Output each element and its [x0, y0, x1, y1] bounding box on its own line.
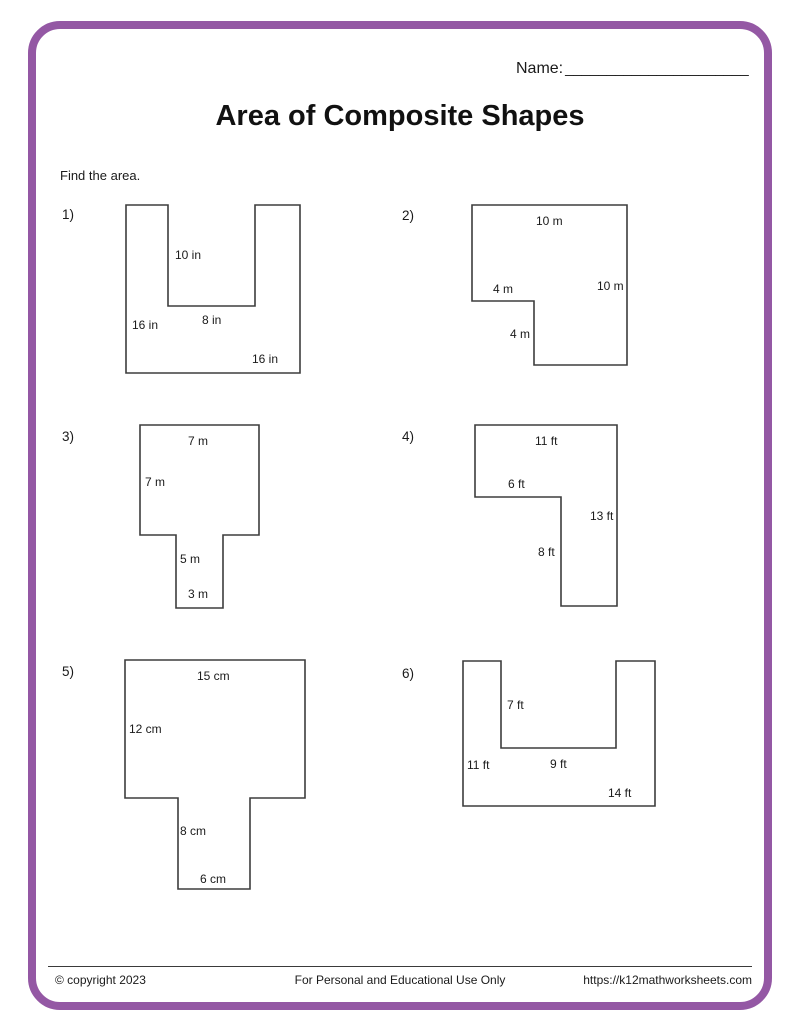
page-title: Area of Composite Shapes [215, 100, 585, 132]
dimension-label: 4 m [493, 282, 514, 296]
composite-shape-figure-4 [475, 425, 617, 606]
composite-shape-figure-6 [463, 661, 655, 806]
name-blank-line: ______________________ [565, 60, 749, 77]
footer-url[interactable]: https://k12mathworksheets.com [583, 973, 752, 987]
dimension-label: 16 in [132, 318, 159, 332]
dimension-label: 6 cm [200, 872, 227, 886]
dimension-label: 10 m [536, 214, 563, 228]
problem-number: 5) [62, 664, 75, 679]
dimension-label: 9 ft [550, 757, 567, 771]
dimension-label: 7 ft [507, 698, 524, 712]
dimension-label: 15 cm [197, 669, 230, 683]
shape-outline [125, 660, 305, 889]
name-label: Name: [516, 60, 564, 77]
dimension-label: 10 m [597, 279, 624, 293]
dimension-label: 7 m [145, 475, 166, 489]
dimension-label: 4 m [510, 327, 531, 341]
dimension-label: 14 ft [608, 786, 632, 800]
composite-shape-figure-1 [126, 205, 300, 373]
composite-shape-figure-5 [125, 660, 305, 889]
dimension-label: 3 m [188, 587, 209, 601]
instruction-text: Find the area. [60, 168, 141, 183]
problem-number: 3) [62, 429, 75, 444]
problem-number: 4) [402, 429, 415, 444]
dimension-label: 6 ft [508, 477, 525, 491]
name-row [516, 60, 749, 78]
dimension-label: 16 in [252, 352, 279, 366]
dimension-label: 8 ft [538, 545, 555, 559]
footer-copyright: © copyright 2023 [55, 973, 146, 987]
problem-number: 1) [62, 207, 75, 222]
dimension-label: 8 cm [180, 824, 207, 838]
shape-outline [463, 661, 655, 806]
problem-number: 6) [402, 666, 415, 681]
dimension-label: 5 m [180, 552, 201, 566]
dimension-label: 13 ft [590, 509, 614, 523]
footer-usage-text: For Personal and Educational Use Only [294, 973, 506, 987]
dimension-label: 7 m [188, 434, 209, 448]
composite-shape-figure-2 [472, 205, 627, 365]
dimension-label: 10 in [175, 248, 202, 262]
shape-outline [140, 425, 259, 608]
dimension-label: 8 in [202, 313, 222, 327]
dimension-label: 11 ft [535, 434, 558, 448]
composite-shape-figure-3 [140, 425, 259, 608]
dimension-label: 12 cm [129, 722, 162, 736]
footer-divider [48, 966, 752, 967]
problem-number: 2) [402, 208, 415, 223]
shape-outline [126, 205, 300, 373]
dimension-label: 11 ft [467, 758, 490, 772]
